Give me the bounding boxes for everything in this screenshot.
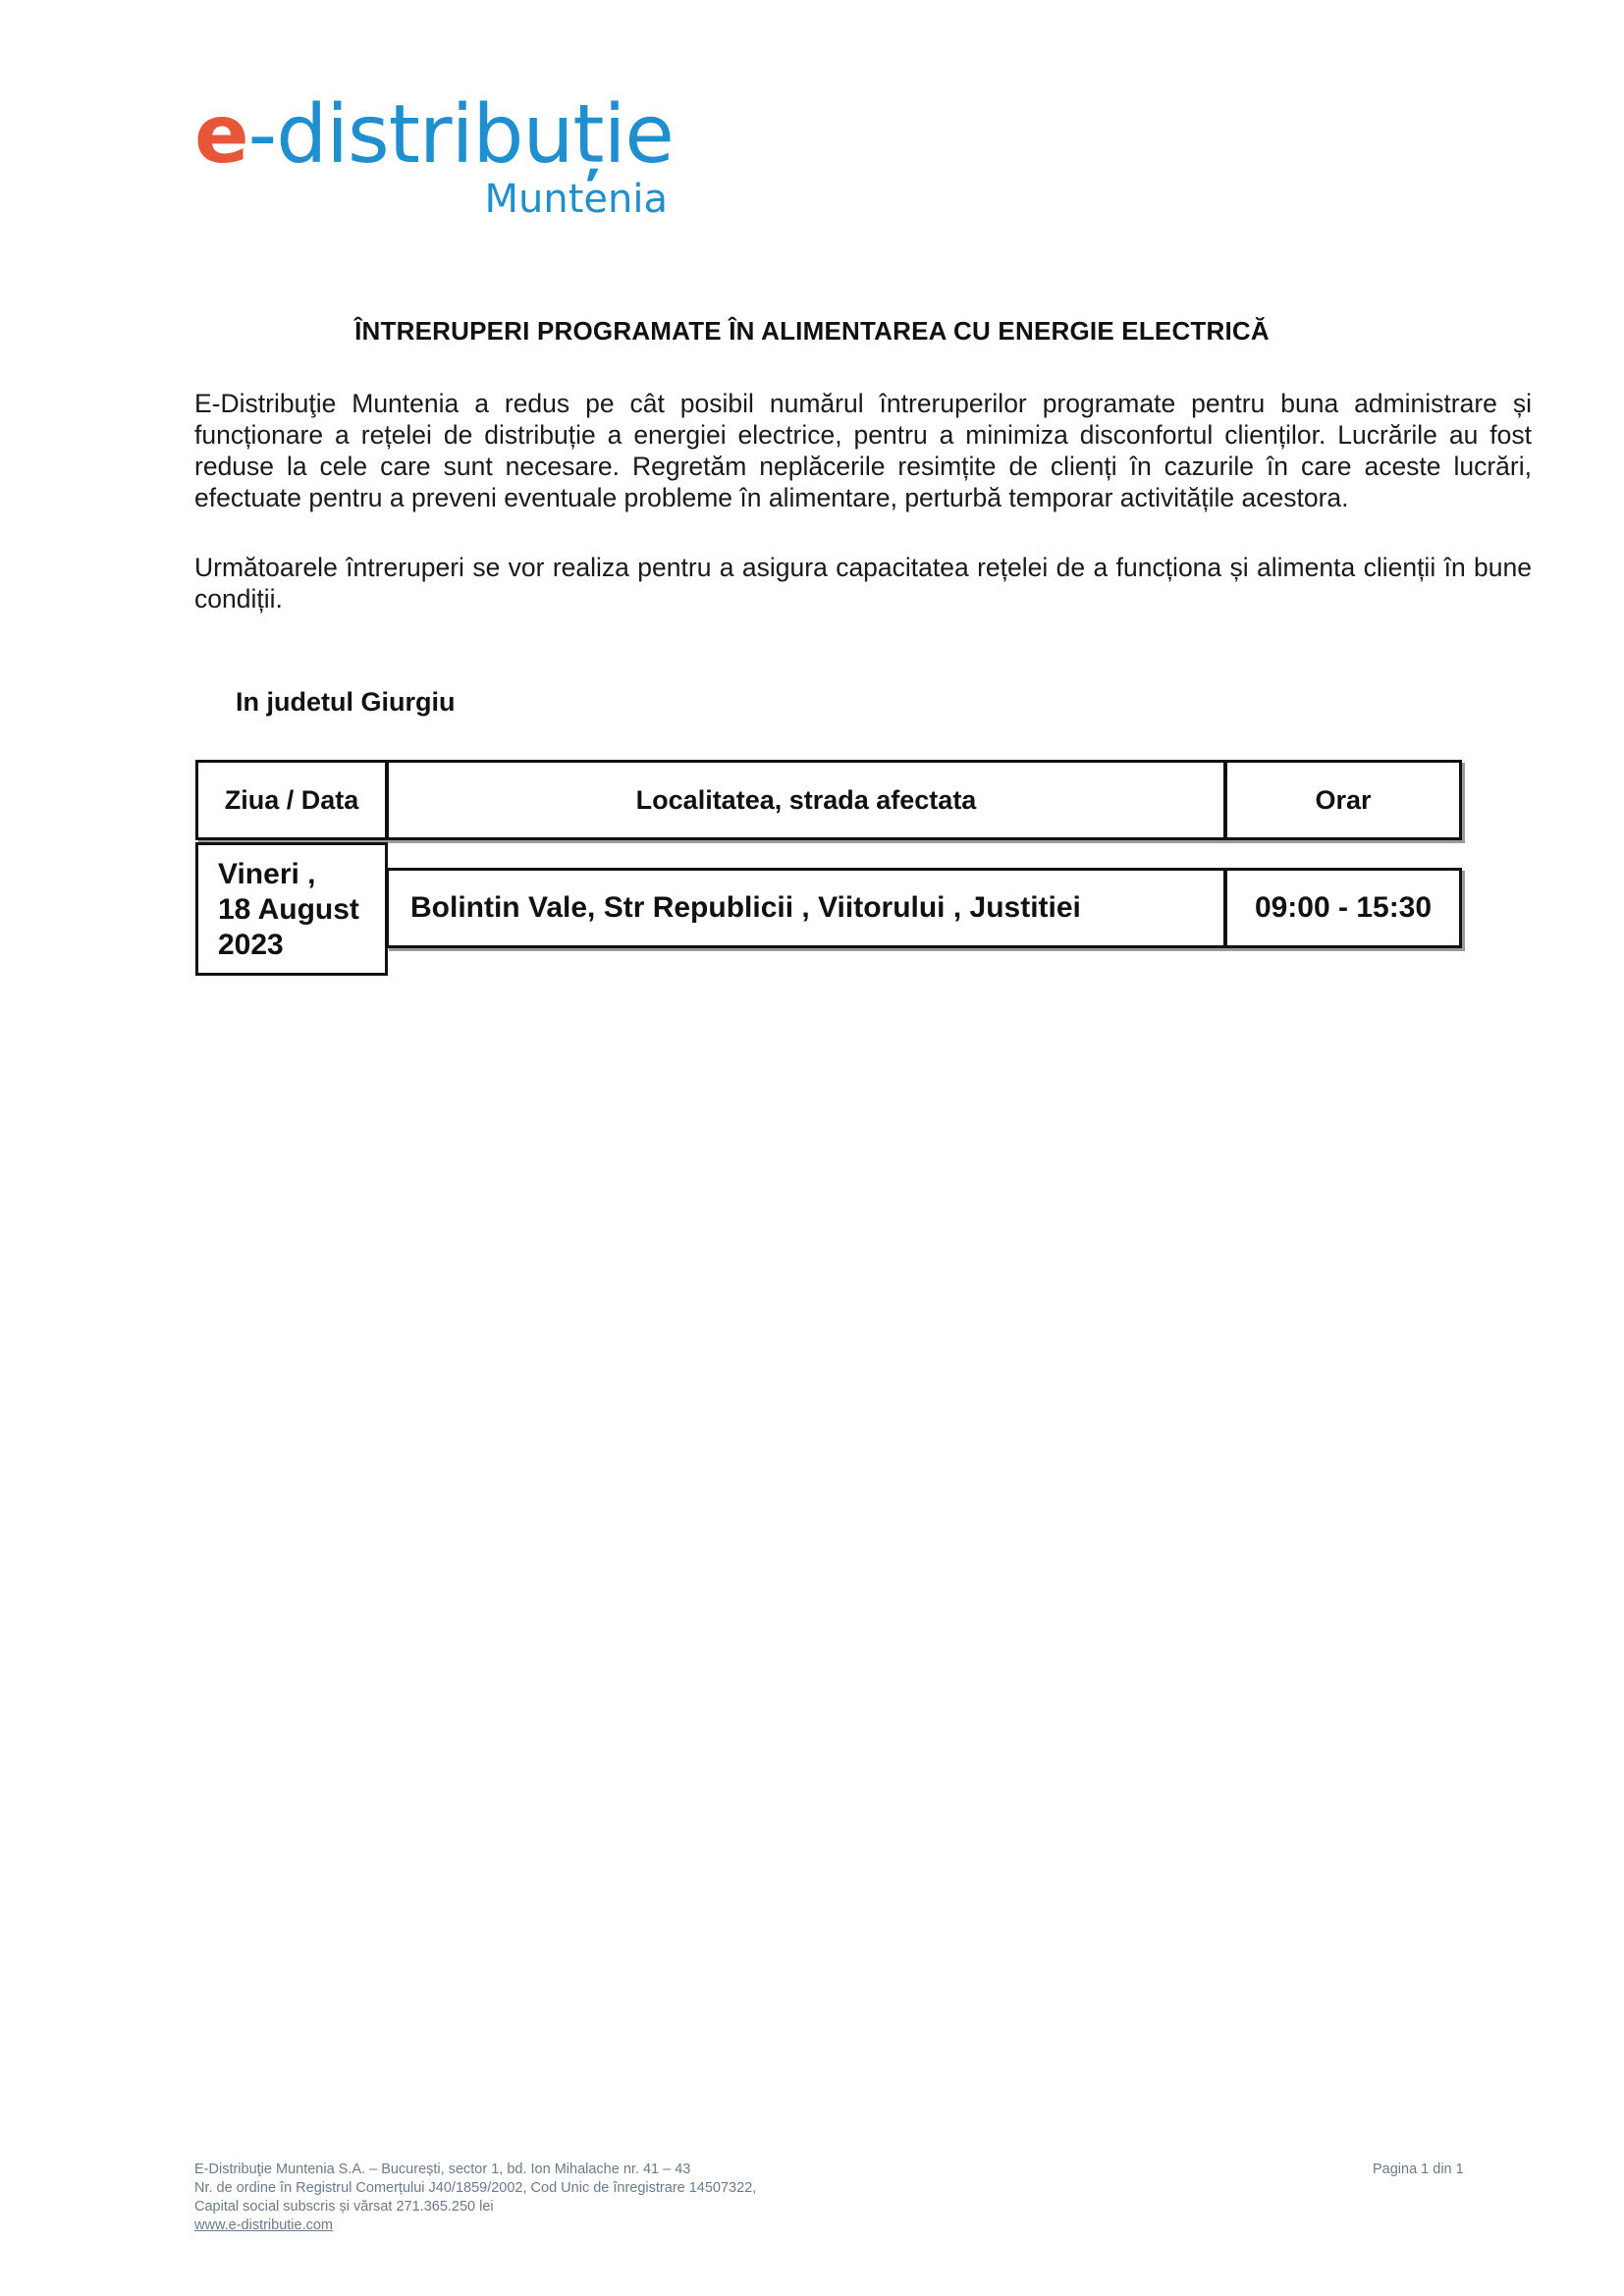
footer-capital: Capital social subscris și vărsat 271.365.250 lei bbox=[194, 2199, 494, 2215]
row-location-cell: Bolintin Vale, Str Republicii , Viitorului , Justitiei bbox=[386, 868, 1226, 948]
footer-website-link[interactable]: www.e-distributie.com bbox=[194, 2217, 334, 2233]
row-day-date: 18 August bbox=[218, 893, 359, 926]
logo-wordmark bbox=[194, 86, 674, 185]
company-logo bbox=[194, 86, 676, 224]
row-day-cell bbox=[195, 842, 388, 976]
row-day-year: 2023 bbox=[218, 929, 284, 961]
document-title: ÎNTRERUPERI PROGRAMATE ÎN ALIMENTAREA CU ENERGIE ELECTRICĂ bbox=[354, 316, 1270, 346]
row-time-cell: 09:00 - 15:30 bbox=[1224, 868, 1462, 948]
logo-subtitle: Muntenia bbox=[484, 177, 668, 222]
intro-paragraph: E-Distribuţie Muntenia a redus pe cât posibil numărul întreruperilor programate pentru buna administrare și funcționare a rețelei de distribuție a energiei electrice, pentru a minimiza disconfortul clienților. Lucrările au fost reduse la cele care sunt necesare. Regretăm neplăcerile resimțite de clienți în cazurile în care aceste lucrări, efectuate pentru a preveni eventuale probleme în alimentare, perturbă temporar activitățile acestora. bbox=[194, 389, 1532, 512]
logo-main-text: -distribuție bbox=[247, 88, 674, 182]
row-day-weekday: Vineri , bbox=[218, 858, 316, 890]
county-heading: In judetul Giurgiu bbox=[236, 687, 456, 717]
footer-address: E-Distribuţie Muntenia S.A. – București, sector 1, bd. Ion Mihalache nr. 41 – 43 bbox=[194, 2162, 691, 2177]
header-day: Ziua / Data bbox=[195, 760, 388, 840]
header-time: Orar bbox=[1224, 760, 1462, 840]
footer-registry: Nr. de ordine în Registrul Comerțului J40/1859/2002, Cod Unic de înregistrare 14507322, bbox=[194, 2180, 757, 2196]
header-location: Localitatea, strada afectata bbox=[386, 760, 1226, 840]
page-number: Pagina 1 din 1 bbox=[1373, 2162, 1464, 2177]
logo-e-letter: e bbox=[194, 88, 248, 182]
footer bbox=[194, 2161, 756, 2235]
second-paragraph: Următoarele întreruperi se vor realiza pentru a asigura capacitatea rețelei de a funcționa și alimenta clienții în bune condiții. bbox=[194, 553, 1532, 614]
